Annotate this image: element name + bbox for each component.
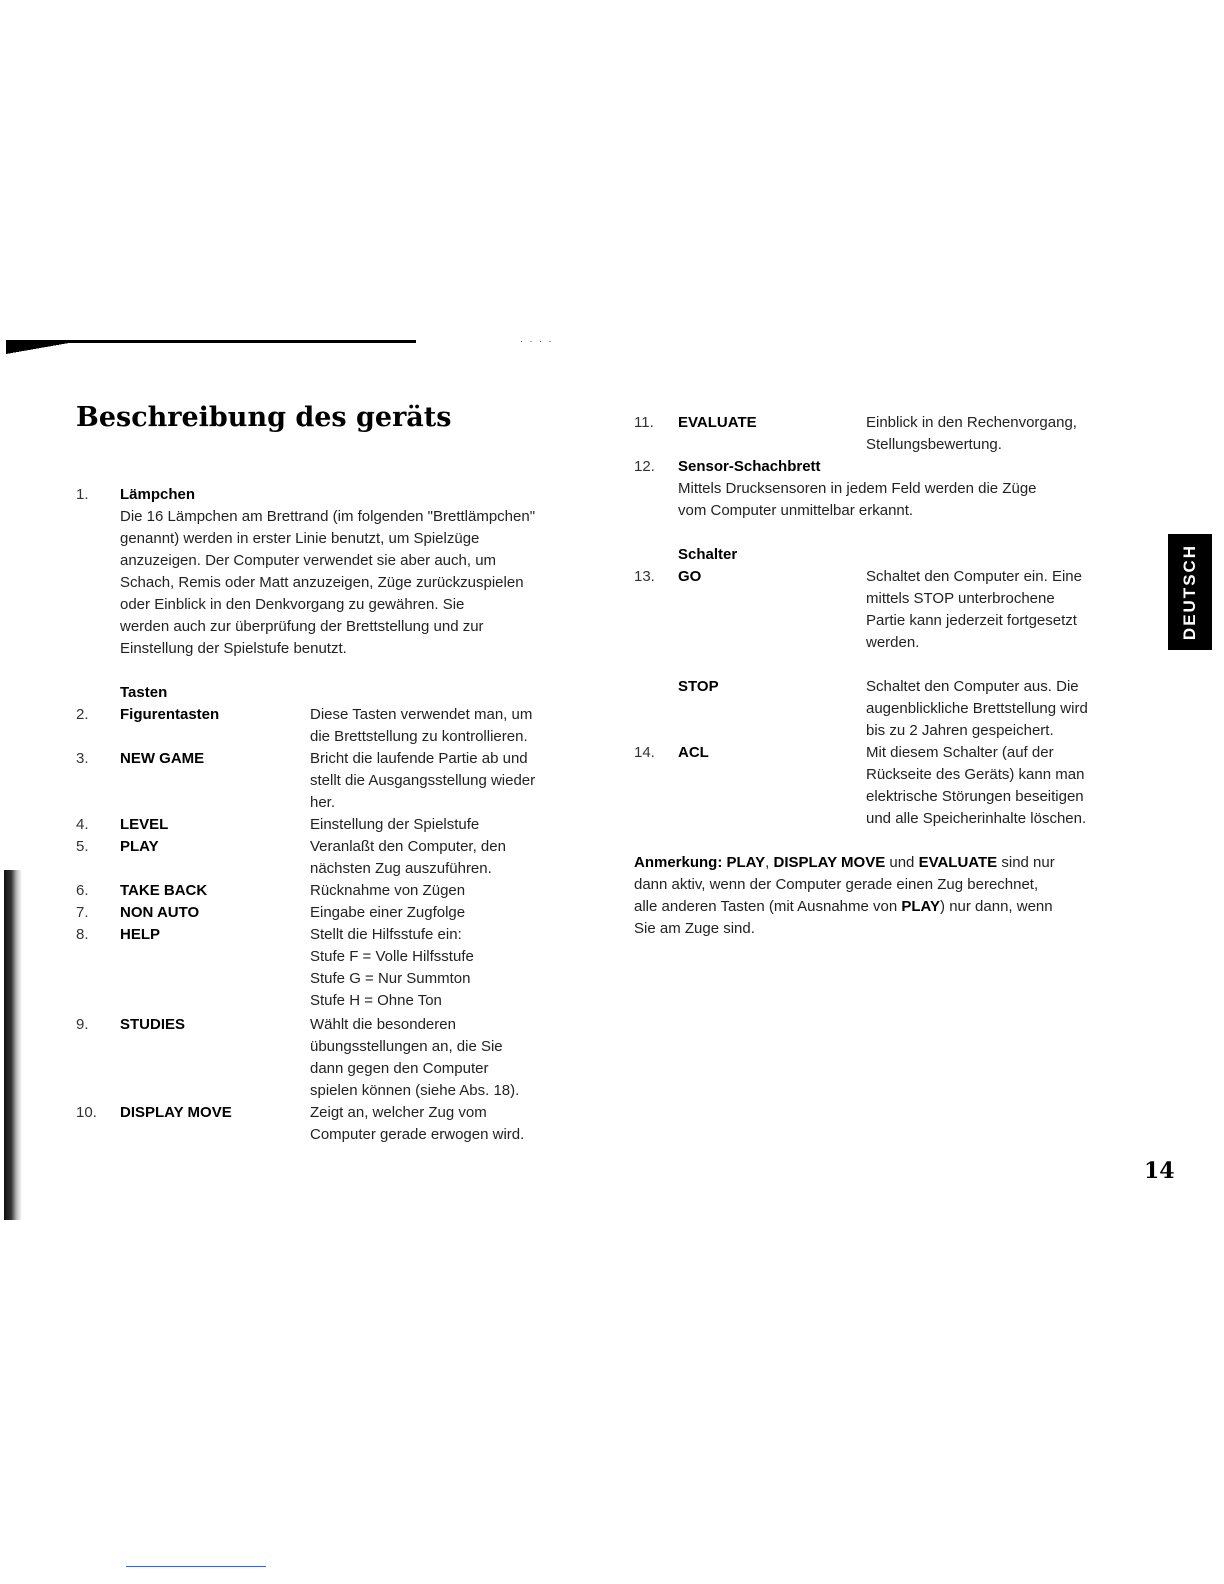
section-1-heading: Lämpchen bbox=[120, 486, 196, 503]
key-number: 9. bbox=[76, 1016, 89, 1033]
note-text: und bbox=[889, 854, 915, 871]
paragraph-line: oder Einblick in den Denkvorgang zu gewähren. Sie bbox=[120, 596, 465, 613]
language-tab-label: DEUTSCH bbox=[1180, 543, 1199, 641]
key-name: TAKE BACK bbox=[120, 882, 208, 899]
paragraph-line: Die 16 Lämpchen am Brettrand (im folgenden "Brettlämpchen" bbox=[120, 508, 536, 525]
key-number: 4. bbox=[76, 816, 89, 833]
paragraph-line: genannt) werden in erster Linie benutzt, um Spielzüge bbox=[120, 530, 480, 547]
description-line: stellt die Ausgangsstellung wieder bbox=[310, 772, 536, 789]
note-text: alle anderen Tasten (mit Ausnahme von bbox=[634, 898, 898, 915]
description-line: Diese Tasten verwendet man, um bbox=[310, 706, 533, 723]
description-line: her. bbox=[310, 794, 336, 811]
bottom-underline bbox=[126, 1566, 266, 1567]
paragraph-line: Mittels Drucksensoren in jedem Feld werden die Züge bbox=[678, 480, 1037, 497]
language-tab bbox=[1168, 534, 1212, 650]
description-line: Schaltet den Computer ein. Eine bbox=[866, 568, 1082, 585]
description-line: und alle Speicherinhalte löschen. bbox=[866, 810, 1087, 827]
key-number: 2. bbox=[76, 706, 89, 723]
note-text: , bbox=[765, 854, 770, 871]
description-line: Bricht die laufende Partie ab und bbox=[310, 750, 528, 767]
key-number: 5. bbox=[76, 838, 89, 855]
key-name: NEW GAME bbox=[120, 750, 205, 767]
section-1-paragraph bbox=[120, 506, 535, 660]
stop-name: STOP bbox=[678, 678, 719, 695]
paragraph-line: werden auch zur überprüfung der Brettstellung und zur bbox=[120, 618, 484, 635]
paragraph-line: Einstellung der Spielstufe benutzt. bbox=[120, 640, 347, 657]
description-line: bis zu 2 Jahren gespeichert. bbox=[866, 722, 1054, 739]
description-line: spielen können (siehe Abs. 18). bbox=[310, 1082, 520, 1099]
page-number: 14 bbox=[1144, 1158, 1175, 1184]
note-paragraph bbox=[634, 852, 1055, 940]
description-line: Eingabe einer Zugfolge bbox=[310, 904, 466, 921]
evaluate-number: 11. bbox=[634, 414, 654, 431]
key-description bbox=[310, 880, 465, 902]
key-name: HELP bbox=[120, 926, 161, 943]
sensor-heading: Sensor-Schachbrett bbox=[678, 458, 821, 475]
note-key: DISPLAY MOVE bbox=[773, 854, 886, 871]
acl-description bbox=[866, 742, 1086, 830]
key-description bbox=[310, 902, 465, 924]
description-line: Einblick in den Rechenvorgang, bbox=[866, 414, 1077, 431]
paragraph-line: vom Computer unmittelbar erkannt. bbox=[678, 502, 914, 519]
key-name: STUDIES bbox=[120, 1016, 186, 1033]
key-description bbox=[310, 836, 506, 880]
key-name: Figurentasten bbox=[120, 706, 220, 723]
description-line: Stufe F = Volle Hilfsstufe bbox=[310, 948, 474, 965]
note-key: PLAY bbox=[726, 854, 766, 871]
note-line: dann aktiv, wenn der Computer gerade einen Zug berechnet, bbox=[634, 876, 1039, 893]
description-line: nächsten Zug auszuführen. bbox=[310, 860, 492, 877]
sensor-number: 12. bbox=[634, 458, 655, 475]
description-line: Zeigt an, welcher Zug vom bbox=[310, 1104, 487, 1121]
acl-name: ACL bbox=[678, 744, 709, 761]
evaluate-description bbox=[866, 412, 1077, 456]
key-description bbox=[310, 1102, 524, 1146]
paragraph-line: anzuzeigen. Der Computer verwendet sie aber auch, um bbox=[120, 552, 497, 569]
key-description bbox=[310, 748, 535, 814]
description-line: Schaltet den Computer aus. Die bbox=[866, 678, 1079, 695]
header-rule bbox=[6, 340, 416, 343]
sensor-paragraph bbox=[678, 478, 1037, 522]
key-description bbox=[310, 814, 479, 836]
go-number: 13. bbox=[634, 568, 655, 585]
description-line: Partie kann jederzeit fortgesetzt bbox=[866, 612, 1077, 629]
description-line: Stufe G = Nur Summton bbox=[310, 970, 471, 987]
section-1-number: 1. bbox=[76, 486, 89, 503]
key-description bbox=[310, 1014, 519, 1102]
schalter-heading: Schalter bbox=[678, 546, 738, 563]
stop-description bbox=[866, 676, 1088, 742]
description-line: dann gegen den Computer bbox=[310, 1060, 489, 1077]
description-line: Einstellung der Spielstufe bbox=[310, 816, 480, 833]
description-line: augenblickliche Brettstellung wird bbox=[866, 700, 1088, 717]
evaluate-name: EVALUATE bbox=[678, 414, 757, 431]
note-label: Anmerkung: bbox=[634, 854, 723, 871]
go-name: GO bbox=[678, 568, 702, 585]
header-rule-dots: . . . . bbox=[520, 334, 554, 345]
note-line bbox=[634, 852, 1055, 874]
key-number: 10. bbox=[76, 1104, 97, 1121]
description-line: elektrische Störungen beseitigen bbox=[866, 788, 1084, 805]
description-line: Wählt die besonderen bbox=[310, 1016, 456, 1033]
key-description bbox=[310, 704, 532, 748]
description-line: Veranlaßt den Computer, den bbox=[310, 838, 506, 855]
description-line: übungsstellungen an, die Sie bbox=[310, 1038, 503, 1055]
description-line: die Brettstellung zu kontrollieren. bbox=[310, 728, 528, 745]
scan-edge-shadow bbox=[4, 870, 22, 1220]
acl-number: 14. bbox=[634, 744, 655, 761]
key-number: 8. bbox=[76, 926, 89, 943]
paragraph-line: Schach, Remis oder Matt anzuzeigen, Züge zurückzuspielen bbox=[120, 574, 524, 591]
note-key: EVALUATE bbox=[918, 854, 998, 871]
description-line: Computer gerade erwogen wird. bbox=[310, 1126, 525, 1143]
key-name: LEVEL bbox=[120, 816, 169, 833]
key-number: 7. bbox=[76, 904, 89, 921]
key-name: DISPLAY MOVE bbox=[120, 1104, 232, 1121]
description-line: Stellt die Hilfsstufe ein: bbox=[310, 926, 462, 943]
note-key: PLAY bbox=[901, 898, 941, 915]
note-text: ) nur dann, wenn bbox=[940, 898, 1053, 915]
key-name: PLAY bbox=[120, 838, 159, 855]
description-line: mittels STOP unterbrochene bbox=[866, 590, 1055, 607]
page-title: Beschreibung des geräts bbox=[76, 402, 452, 433]
description-line: Stufe H = Ohne Ton bbox=[310, 992, 442, 1009]
key-number: 3. bbox=[76, 750, 89, 767]
description-line: Rückseite des Geräts) kann man bbox=[866, 766, 1085, 783]
note-text: sind nur bbox=[1001, 854, 1055, 871]
description-line: Rücknahme von Zügen bbox=[310, 882, 466, 899]
key-number: 6. bbox=[76, 882, 89, 899]
description-line: Mit diesem Schalter (auf der bbox=[866, 744, 1054, 761]
go-description bbox=[866, 566, 1082, 654]
key-name: NON AUTO bbox=[120, 904, 200, 921]
description-line: werden. bbox=[866, 634, 920, 651]
key-description bbox=[310, 924, 474, 1012]
note-line bbox=[634, 896, 1055, 918]
description-line: Stellungsbewertung. bbox=[866, 436, 1002, 453]
note-line: Sie am Zuge sind. bbox=[634, 920, 755, 937]
tasten-heading: Tasten bbox=[120, 684, 168, 701]
